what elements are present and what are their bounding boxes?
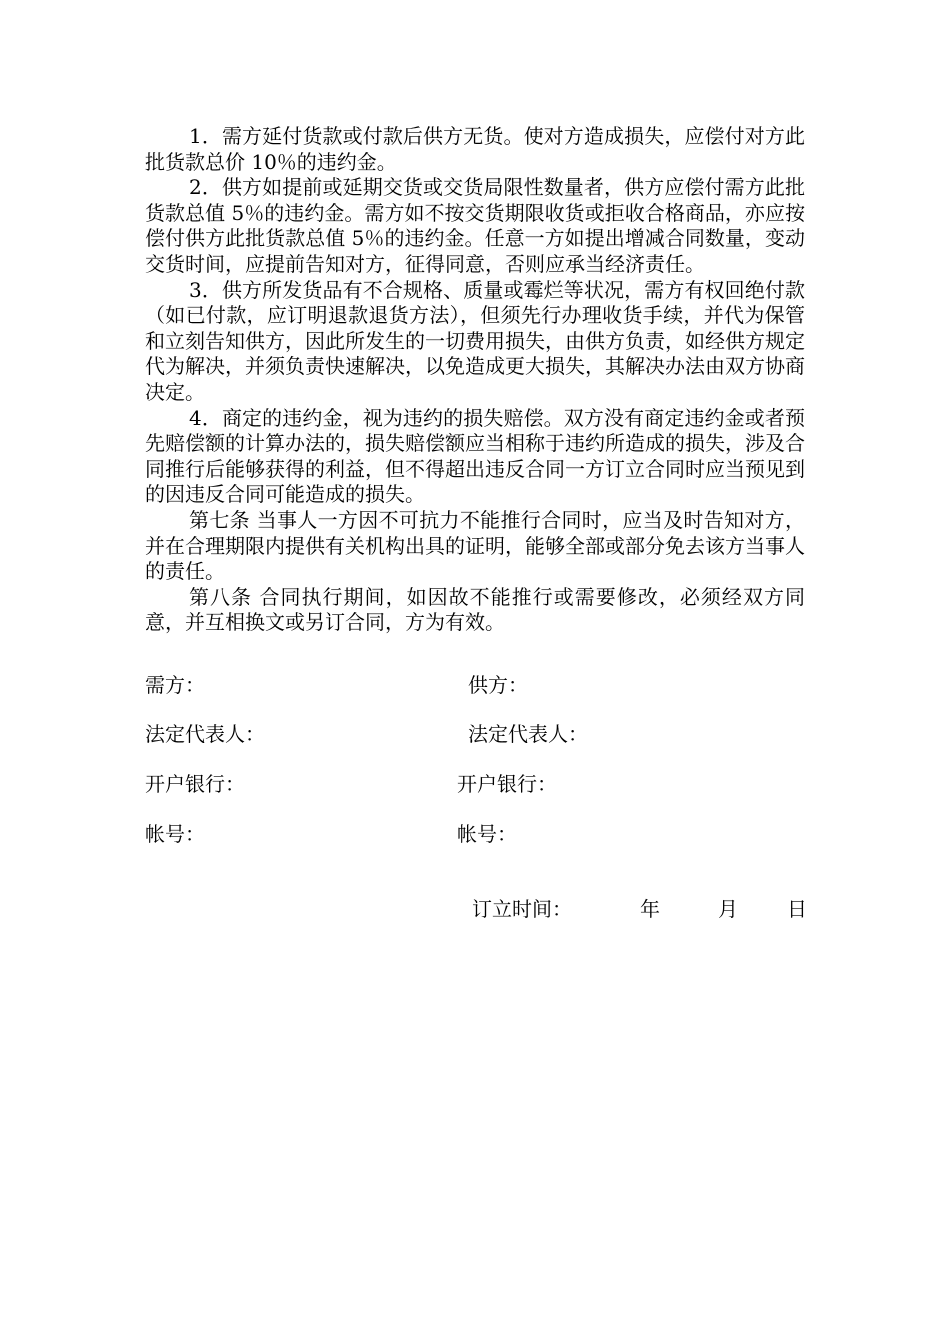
supplier-representative-label: 法定代表人： xyxy=(468,722,588,746)
article-seven: 第七条 当事人一方因不可抗力不能推行合同时，应当及时告知对方，并在合理期限内提供有关机构出具的证明，能够全部或部分免去该方当事人的责任。 xyxy=(145,507,805,584)
signature-row-bank xyxy=(145,771,815,801)
signature-row-party xyxy=(145,672,815,702)
clause-penalty-delivery: 2．供方如提前或延期交货或交货局限性数量者，供方应偿付需方此批货款总值 5％的违约金。需方如不按交货期限收货或拒收合格商品，亦应按偿付供方此批货款总值 5％的违约金。任意一方如提出增减合同数量，变动交货时间，应提前告知对方，征得同意，否则应承当经济责任。 xyxy=(145,175,805,276)
contract-clauses xyxy=(145,124,805,636)
date-month-label: 月 xyxy=(718,897,738,921)
supplier-label: 供方： xyxy=(468,673,528,697)
signature-row-representative xyxy=(145,721,815,751)
buyer-account-label: 帐号： xyxy=(145,822,205,846)
supplier-bank-label: 开户银行： xyxy=(457,772,557,796)
date-day-label: 日 xyxy=(787,897,807,921)
signing-date-label: 订立时间： xyxy=(472,897,572,921)
article-eight: 第八条 合同执行期间，如因故不能推行或需要修改，必须经双方同意，并互相换文或另订合同，方为有效。 xyxy=(145,584,805,635)
buyer-bank-label: 开户银行： xyxy=(145,772,245,796)
clause-penalty-late-payment: 1．需方延付货款或付款后供方无货。使对方造成损失，应偿付对方此批货款总价 10％的违约金。 xyxy=(145,124,805,174)
clause-nonconforming-goods: 3．供方所发货品有不合规格、质量或霉烂等状况，需方有权回绝付款（如已付款，应订明退款退货方法），但须先行办理收货手续，并代为保管和立刻告知供方，因此所发生的一切费用损失，由供方负责，如经供方规定代为解决，并须负责快速解决，以免造成更大损失，其解决办法由双方协商决定。 xyxy=(145,277,805,404)
buyer-representative-label: 法定代表人： xyxy=(145,722,265,746)
supplier-account-label: 帐号： xyxy=(457,822,517,846)
clause-damages: 4．商定的违约金，视为违约的损失赔偿。双方没有商定违约金或者预先赔偿额的计算办法的，损失赔偿额应当相称于违约所造成的损失，涉及合同推行后能够获得的利益，但不得超出违反合同一方订立合同时应当预见到的因违反合同可能造成的损失。 xyxy=(145,405,805,507)
date-year-label: 年 xyxy=(640,897,660,921)
buyer-label: 需方： xyxy=(145,673,205,697)
signature-row-account xyxy=(145,821,815,851)
